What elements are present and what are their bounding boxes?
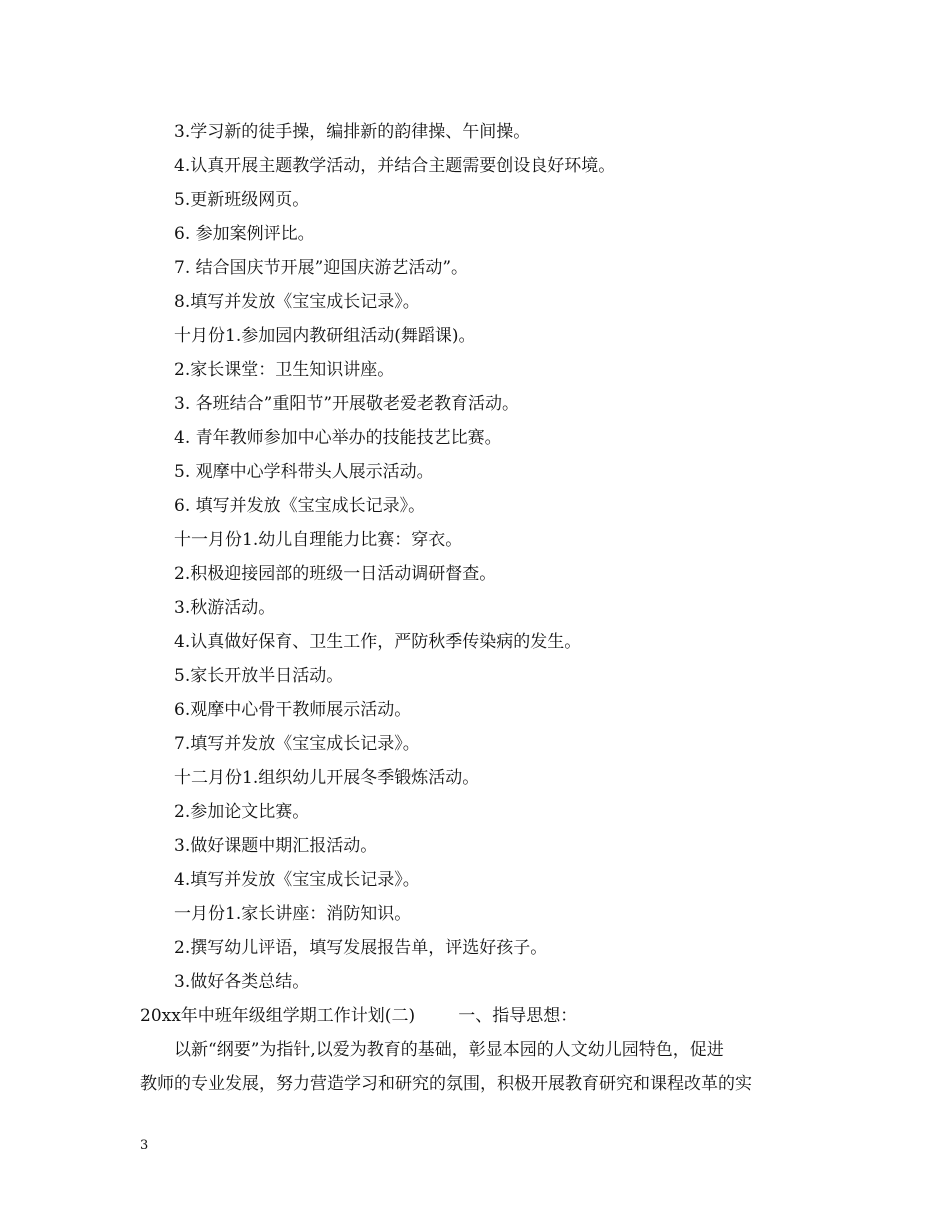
paragraph-line: 教师的专业发展，努力营造学习和研究的氛围，积极开展教育研究和课程改革的实	[140, 1074, 752, 1094]
list-item: 2.参加论文比赛。	[174, 802, 310, 822]
list-item: 十一月份1.幼儿自理能力比赛：穿衣。	[174, 530, 463, 550]
list-item: 5.家长开放半日活动。	[174, 666, 344, 686]
list-item: 2.撰写幼儿评语，填写发展报告单，评选好孩子。	[174, 938, 548, 958]
list-item: 7.填写并发放《宝宝成长记录》。	[174, 734, 420, 754]
list-item: 十月份1.参加园内教研组活动(舞蹈课)。	[174, 326, 476, 346]
section-heading: 20xx年中班年级组学期工作计划(二) 一、指导思想：	[140, 1006, 578, 1026]
document-body	[140, 115, 820, 1101]
list-item: 3.学习新的徒手操，编排新的韵律操、午间操。	[174, 122, 531, 142]
list-item: 8.填写并发放《宝宝成长记录》。	[174, 292, 420, 312]
list-item: 2.积极迎接园部的班级一日活动调研督查。	[174, 564, 497, 584]
list-item: 6. 参加案例评比。	[174, 224, 315, 244]
list-item: 2.家长课堂：卫生知识讲座。	[174, 360, 395, 380]
list-item: 3.做好各类总结。	[174, 972, 310, 992]
list-item: 4.认真做好保育、卫生工作，严防秋季传染病的发生。	[174, 632, 582, 652]
list-item: 4. 青年教师参加中心举办的技能技艺比赛。	[174, 428, 502, 448]
list-item: 6.观摩中心骨干教师展示活动。	[174, 700, 412, 720]
list-item: 4.填写并发放《宝宝成长记录》。	[174, 870, 420, 890]
list-item: 3. 各班结合”重阳节”开展敬老爱老教育活动。	[174, 394, 520, 414]
list-item: 5. 观摩中心学科带头人展示活动。	[174, 462, 434, 482]
list-item: 5.更新班级网页。	[174, 190, 310, 210]
list-item: 十二月份1.组织幼儿开展冬季锻炼活动。	[174, 768, 480, 788]
paragraph-line: 以新“纲要”为指针,以爱为教育的基础，彰显本园的人文幼儿园特色，促进	[174, 1040, 724, 1060]
list-item: 7. 结合国庆节开展”迎国庆游艺活动”。	[174, 258, 469, 278]
list-item: 6. 填写并发放《宝宝成长记录》。	[174, 496, 426, 516]
page-number: 3	[140, 1138, 149, 1153]
list-item: 4.认真开展主题教学活动，并结合主题需要创设良好环境。	[174, 156, 616, 176]
list-item: 3.秋游活动。	[174, 598, 276, 618]
list-item: 3.做好课题中期汇报活动。	[174, 836, 378, 856]
list-item: 一月份1.家长讲座：消防知识。	[174, 904, 412, 924]
